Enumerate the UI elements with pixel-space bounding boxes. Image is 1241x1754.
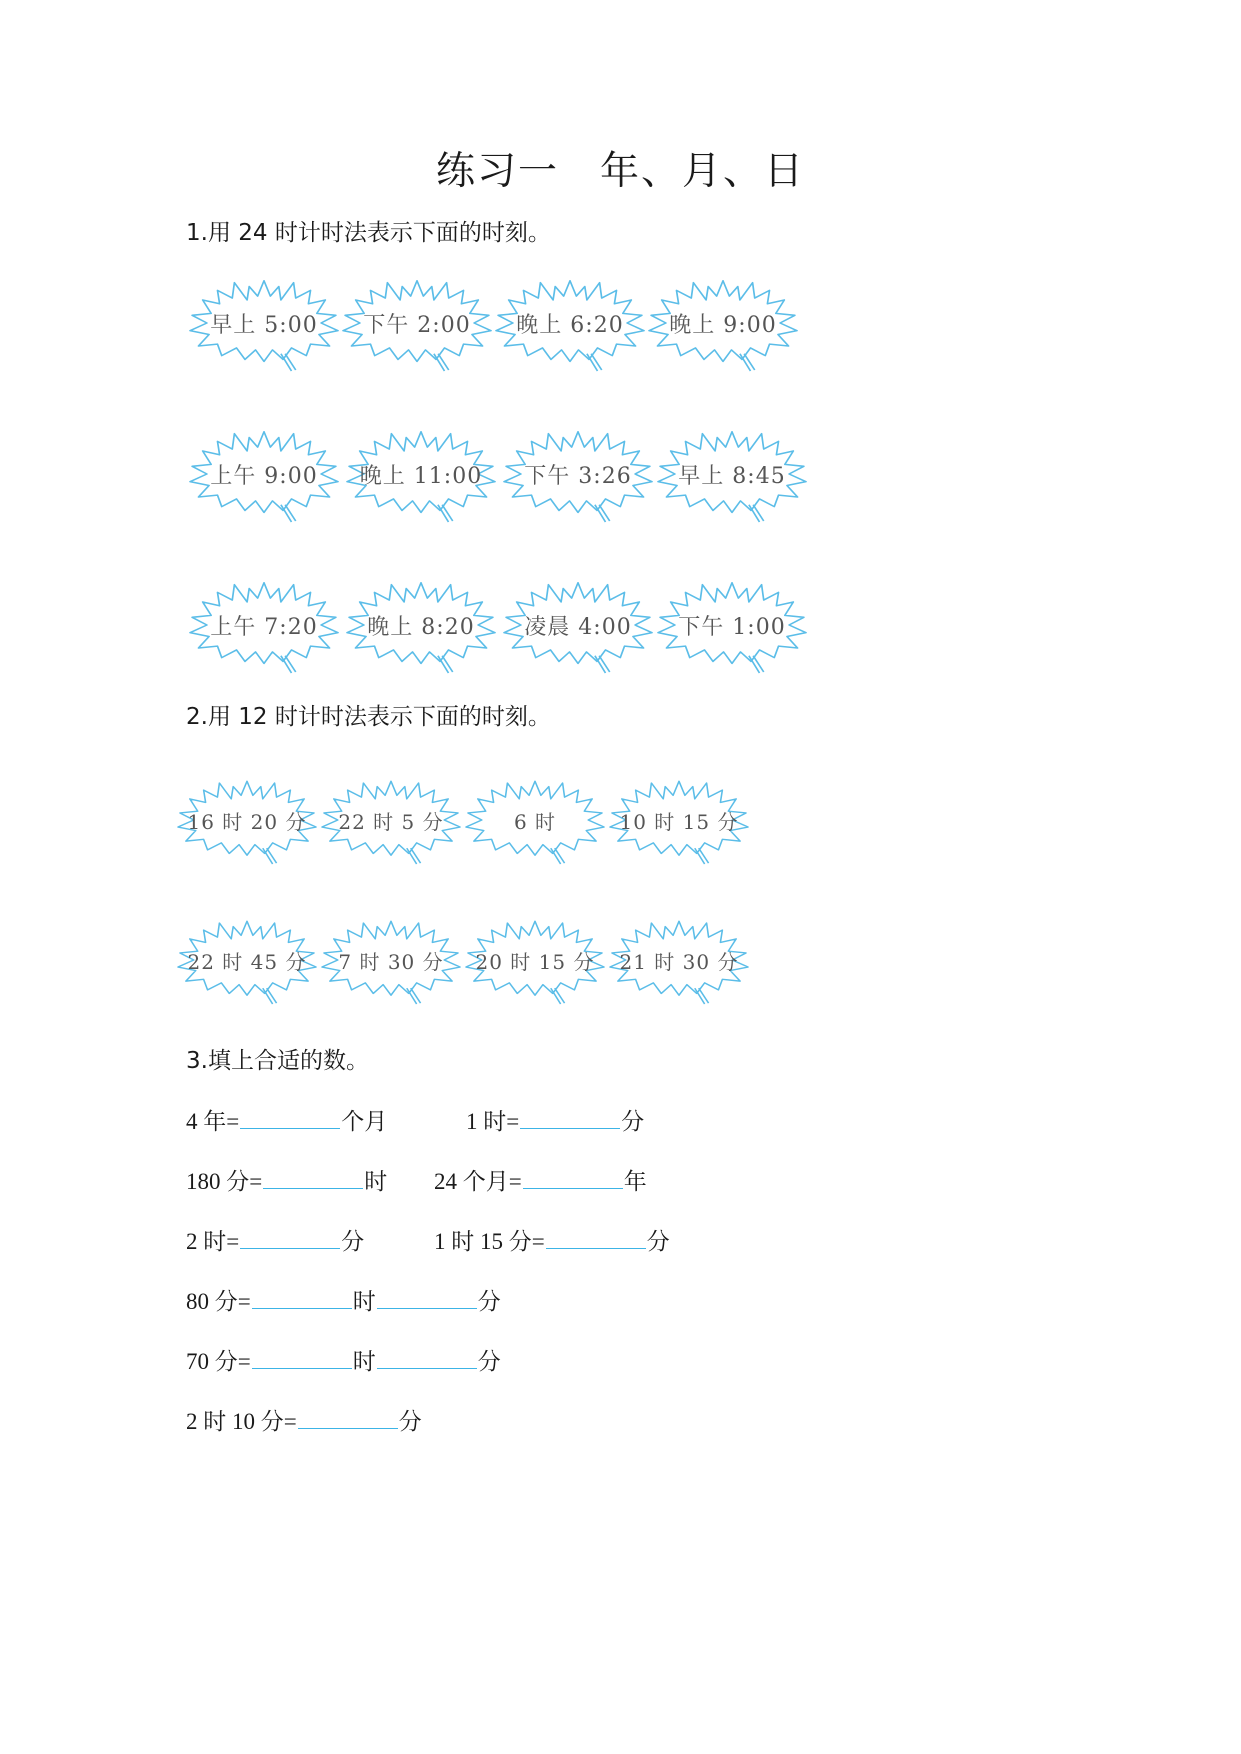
answer-blank[interactable]: [523, 1168, 623, 1189]
fill-prefix: 70 分=: [186, 1349, 251, 1374]
leaf-time-label: 上午 9:00: [210, 463, 318, 489]
fill-suffix: 分: [341, 1229, 365, 1255]
answer-blank[interactable]: [240, 1228, 340, 1249]
maple-leaf-card: [190, 426, 338, 522]
question-3-heading: 3.填上合适的数。: [186, 1048, 369, 1074]
maple-leaf-card: [658, 426, 806, 522]
leaf-time-label: 晚上 6:20: [516, 312, 624, 338]
leaf-time-label: 21 时 30 分: [619, 949, 739, 974]
leaf-time-label: 10 时 15 分: [619, 809, 739, 834]
fill-suffix: 年: [623, 1169, 647, 1195]
maple-leaf-card: [504, 426, 652, 522]
leaf-time-label: 22 时 5 分: [338, 809, 444, 834]
maple-leaf-card: [504, 577, 652, 673]
leaf-time-label: 20 时 15 分: [475, 949, 595, 974]
fill-item: [434, 1228, 670, 1254]
question-2-heading: 2.用 12 时计时法表示下面的时刻。: [186, 704, 551, 730]
maple-leaf-card: [178, 776, 316, 864]
fill-prefix: 80 分=: [186, 1289, 251, 1314]
answer-blank[interactable]: [377, 1288, 477, 1309]
fill-suffix: 个月: [341, 1109, 388, 1135]
maple-leaf-card: [190, 275, 338, 371]
fill-suffix: 分: [621, 1109, 645, 1135]
fill-prefix: 1 时 15 分=: [434, 1229, 545, 1254]
leaf-time-label: 晚上 11:00: [359, 463, 483, 489]
leaf-time-label: 早上 8:45: [678, 463, 786, 489]
answer-blank[interactable]: [240, 1108, 340, 1129]
fill-item: [186, 1108, 387, 1134]
maple-leaf-card: [649, 275, 797, 371]
fill-item: [186, 1168, 387, 1194]
answer-blank[interactable]: [298, 1408, 398, 1429]
leaf-time-label: 22 时 45 分: [187, 949, 307, 974]
answer-blank[interactable]: [263, 1168, 363, 1189]
answer-blank[interactable]: [252, 1288, 352, 1309]
fill-prefix: 24 个月=: [434, 1169, 522, 1194]
maple-leaf-card: [347, 426, 495, 522]
leaf-time-label: 16 时 20 分: [187, 809, 307, 834]
fill-prefix: 180 分=: [186, 1169, 263, 1194]
leaf-time-label: 6 时: [513, 809, 557, 834]
leaf-time-label: 晚上 8:20: [367, 614, 475, 640]
maple-leaf-card: [496, 275, 644, 371]
leaf-time-label: 早上 5:00: [210, 312, 318, 338]
question-1-heading: 1.用 24 时计时法表示下面的时刻。: [186, 220, 551, 246]
leaf-time-label: 上午 7:20: [210, 614, 318, 640]
fill-item: [186, 1408, 422, 1434]
leaf-time-label: 下午 2:00: [363, 312, 471, 338]
fill-item: [434, 1168, 647, 1194]
fill-item: [186, 1348, 501, 1374]
maple-leaf-card: [658, 577, 806, 673]
leaf-time-label: 凌晨 4:00: [524, 614, 632, 640]
fill-suffix: 时: [364, 1169, 388, 1195]
fill-prefix: 2 时 10 分=: [186, 1409, 297, 1434]
answer-blank[interactable]: [252, 1348, 352, 1369]
answer-blank[interactable]: [520, 1108, 620, 1129]
leaf-time-label: 下午 1:00: [678, 614, 786, 640]
leaf-time-label: 下午 3:26: [524, 463, 632, 489]
maple-leaf-card: [466, 776, 604, 864]
leaf-time-label: 7 时 30 分: [338, 949, 444, 974]
maple-leaf-card: [343, 275, 491, 371]
maple-leaf-card: [466, 916, 604, 1004]
maple-leaf-card: [347, 577, 495, 673]
fill-suffix: 分: [477, 1289, 501, 1315]
maple-leaf-card: [322, 916, 460, 1004]
fill-item: [466, 1108, 644, 1134]
fill-suffix: 分: [398, 1409, 422, 1435]
fill-item: [186, 1228, 364, 1254]
fill-item: [186, 1288, 501, 1314]
leaf-time-label: 晚上 9:00: [669, 312, 777, 338]
fill-prefix: 1 时=: [466, 1109, 520, 1134]
maple-leaf-card: [322, 776, 460, 864]
answer-blank[interactable]: [546, 1228, 646, 1249]
answer-blank[interactable]: [377, 1348, 477, 1369]
fill-suffix: 分: [646, 1229, 670, 1255]
fill-suffix: 分: [477, 1349, 501, 1375]
maple-leaf-card: [178, 916, 316, 1004]
fill-middle: 时: [352, 1349, 376, 1375]
maple-leaf-card: [610, 776, 748, 864]
page-title: 练习一 年、月、日: [435, 149, 805, 194]
fill-prefix: 2 时=: [186, 1229, 240, 1254]
maple-leaf-card: [610, 916, 748, 1004]
maple-leaf-card: [190, 577, 338, 673]
fill-middle: 时: [352, 1289, 376, 1315]
fill-prefix: 4 年=: [186, 1109, 240, 1134]
